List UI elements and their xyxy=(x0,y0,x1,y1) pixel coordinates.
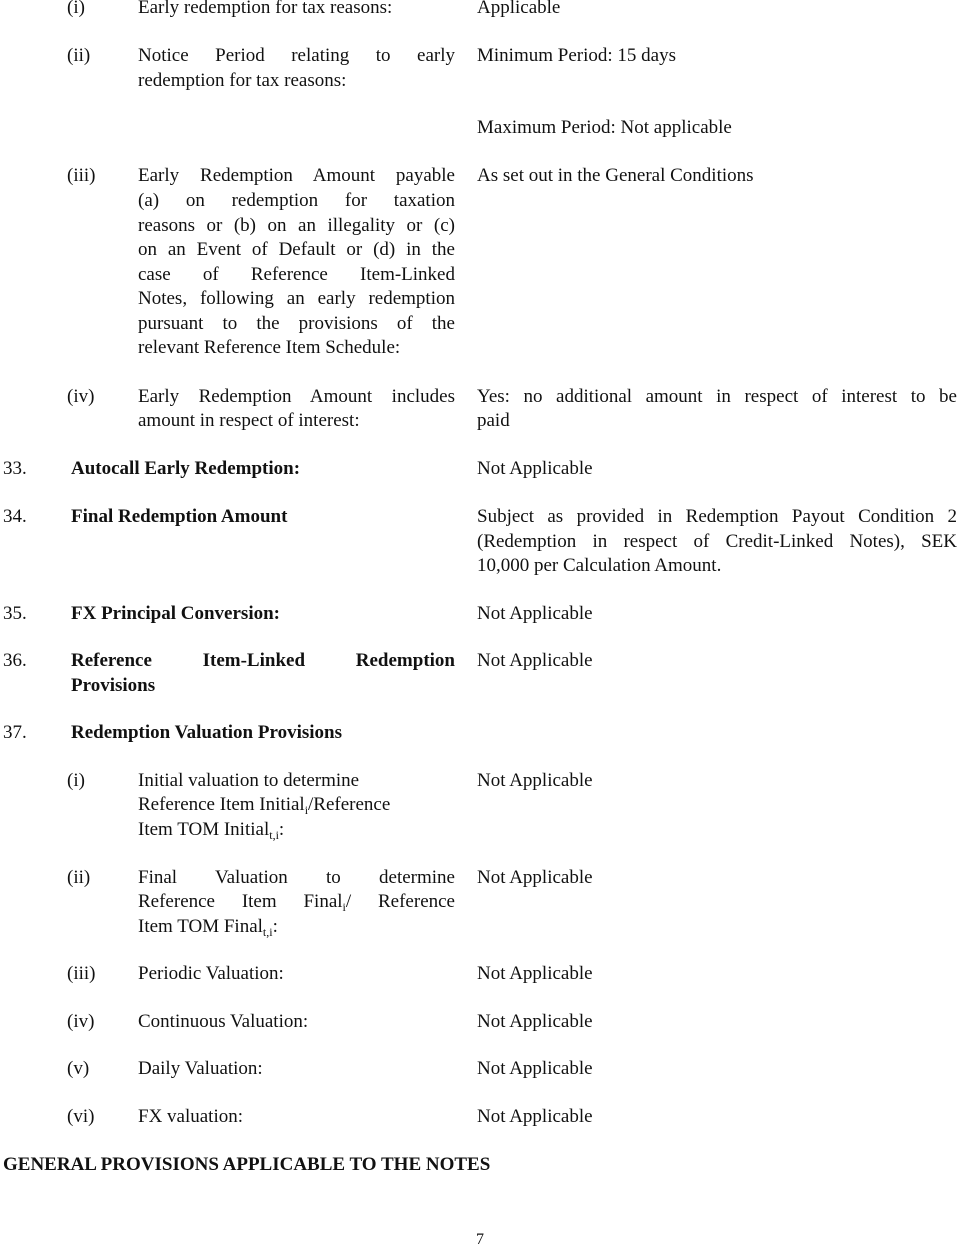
row-value: Not Applicable xyxy=(477,1011,593,1032)
section-heading: Reference Item-Linked Redemption xyxy=(71,650,455,671)
row-value: paid xyxy=(477,410,510,431)
row-number: (iii) xyxy=(67,165,96,186)
row-value: Not Applicable xyxy=(477,1058,593,1079)
section-heading: FX Principal Conversion: xyxy=(71,603,280,624)
row-value: Maximum Period: Not applicable xyxy=(477,117,732,138)
row-value: Applicable xyxy=(477,0,561,18)
row-number: (i) xyxy=(67,770,85,791)
row-value: Not Applicable xyxy=(477,1106,593,1127)
row-value: Not Applicable xyxy=(477,867,593,888)
row-label-line: case of Reference Item-Linked xyxy=(138,264,455,285)
label-part: Item xyxy=(241,891,277,912)
general-provisions-heading: GENERAL PROVISIONS APPLICABLE TO THE NOTES xyxy=(3,1154,491,1175)
row-label-line: reasons or (b) on an illegality or (c) xyxy=(138,215,455,236)
row-value: Not Applicable xyxy=(477,963,593,984)
row-label-line: on an Event of Default or (d) in the xyxy=(138,239,455,260)
row-number: (iv) xyxy=(67,1011,95,1032)
row-label-line: Item TOM Final$_{t,i}$: xyxy=(138,916,278,939)
row-label-line: Early Redemption Amount includes xyxy=(138,386,455,407)
row-label-line: relevant Reference Item Schedule: xyxy=(138,337,401,358)
row-label-line: Initial valuation to determine xyxy=(138,770,360,791)
row-label: Periodic Valuation: xyxy=(138,963,284,984)
label-part: Reference xyxy=(138,891,215,912)
row-number: (v) xyxy=(67,1058,90,1079)
row-value: Not Applicable xyxy=(477,770,593,791)
row-number: (ii) xyxy=(67,45,91,66)
row-label-line: Notice Period relating to early xyxy=(138,45,455,66)
section-value: Not Applicable xyxy=(477,603,593,624)
section-value: Not Applicable xyxy=(477,650,593,671)
section-heading: Autocall Early Redemption: xyxy=(71,458,301,479)
section-number: 36. xyxy=(3,650,27,671)
row-number: (iii) xyxy=(67,963,96,984)
row-number: (vi) xyxy=(67,1106,95,1127)
page-number: 7 xyxy=(476,1231,484,1248)
row-label-line: redemption for tax reasons: xyxy=(138,70,347,91)
row-label-line: Notes, following an early redemption xyxy=(138,288,455,309)
row-label-line: amount in respect of interest: xyxy=(138,410,360,431)
row-label-line xyxy=(138,890,455,915)
row-label: Continuous Valuation: xyxy=(138,1011,309,1032)
section-heading: Provisions xyxy=(71,675,156,696)
row-label: Daily Valuation: xyxy=(138,1058,263,1079)
section-value: Not Applicable xyxy=(477,458,593,479)
row-number: (ii) xyxy=(67,867,91,888)
row-label-line: Early Redemption Amount payable xyxy=(138,165,455,186)
section-value: Subject as provided in Redemption Payout Condition 2 xyxy=(477,506,957,527)
row-value: As set out in the General Conditions xyxy=(477,165,754,186)
section-number: 33. xyxy=(3,458,27,479)
section-number: 35. xyxy=(3,603,27,624)
row-label-line: Final Valuation to determine xyxy=(138,867,455,888)
section-number: 37. xyxy=(3,722,27,743)
section-number: 34. xyxy=(3,506,27,527)
row-value: Yes: no additional amount in respect of interest to be xyxy=(477,386,957,407)
row-label: FX valuation: xyxy=(138,1106,244,1127)
section-heading: Final Redemption Amount xyxy=(71,506,288,527)
row-label-line: Item TOM Initial$_{t,i}$: xyxy=(138,819,285,842)
label-part: Reference xyxy=(378,891,455,912)
section-value: 10,000 per Calculation Amount. xyxy=(477,555,722,576)
row-number: (iv) xyxy=(67,386,95,407)
row-number: (i) xyxy=(67,0,85,18)
row-label-line: Reference Item Initial$_i$/Reference xyxy=(138,794,391,817)
section-value: (Redemption in respect of Credit-Linked Notes), SEK xyxy=(477,531,957,552)
row-value: Minimum Period: 15 days xyxy=(477,45,676,66)
row-label-line: pursuant to the provisions of the xyxy=(138,313,455,334)
label-part: Final$_i$/ xyxy=(303,891,352,914)
row-label: Early redemption for tax reasons: xyxy=(138,0,393,18)
section-heading: Redemption Valuation Provisions xyxy=(71,722,342,743)
row-label-line: (a) on redemption for taxation xyxy=(138,190,455,211)
